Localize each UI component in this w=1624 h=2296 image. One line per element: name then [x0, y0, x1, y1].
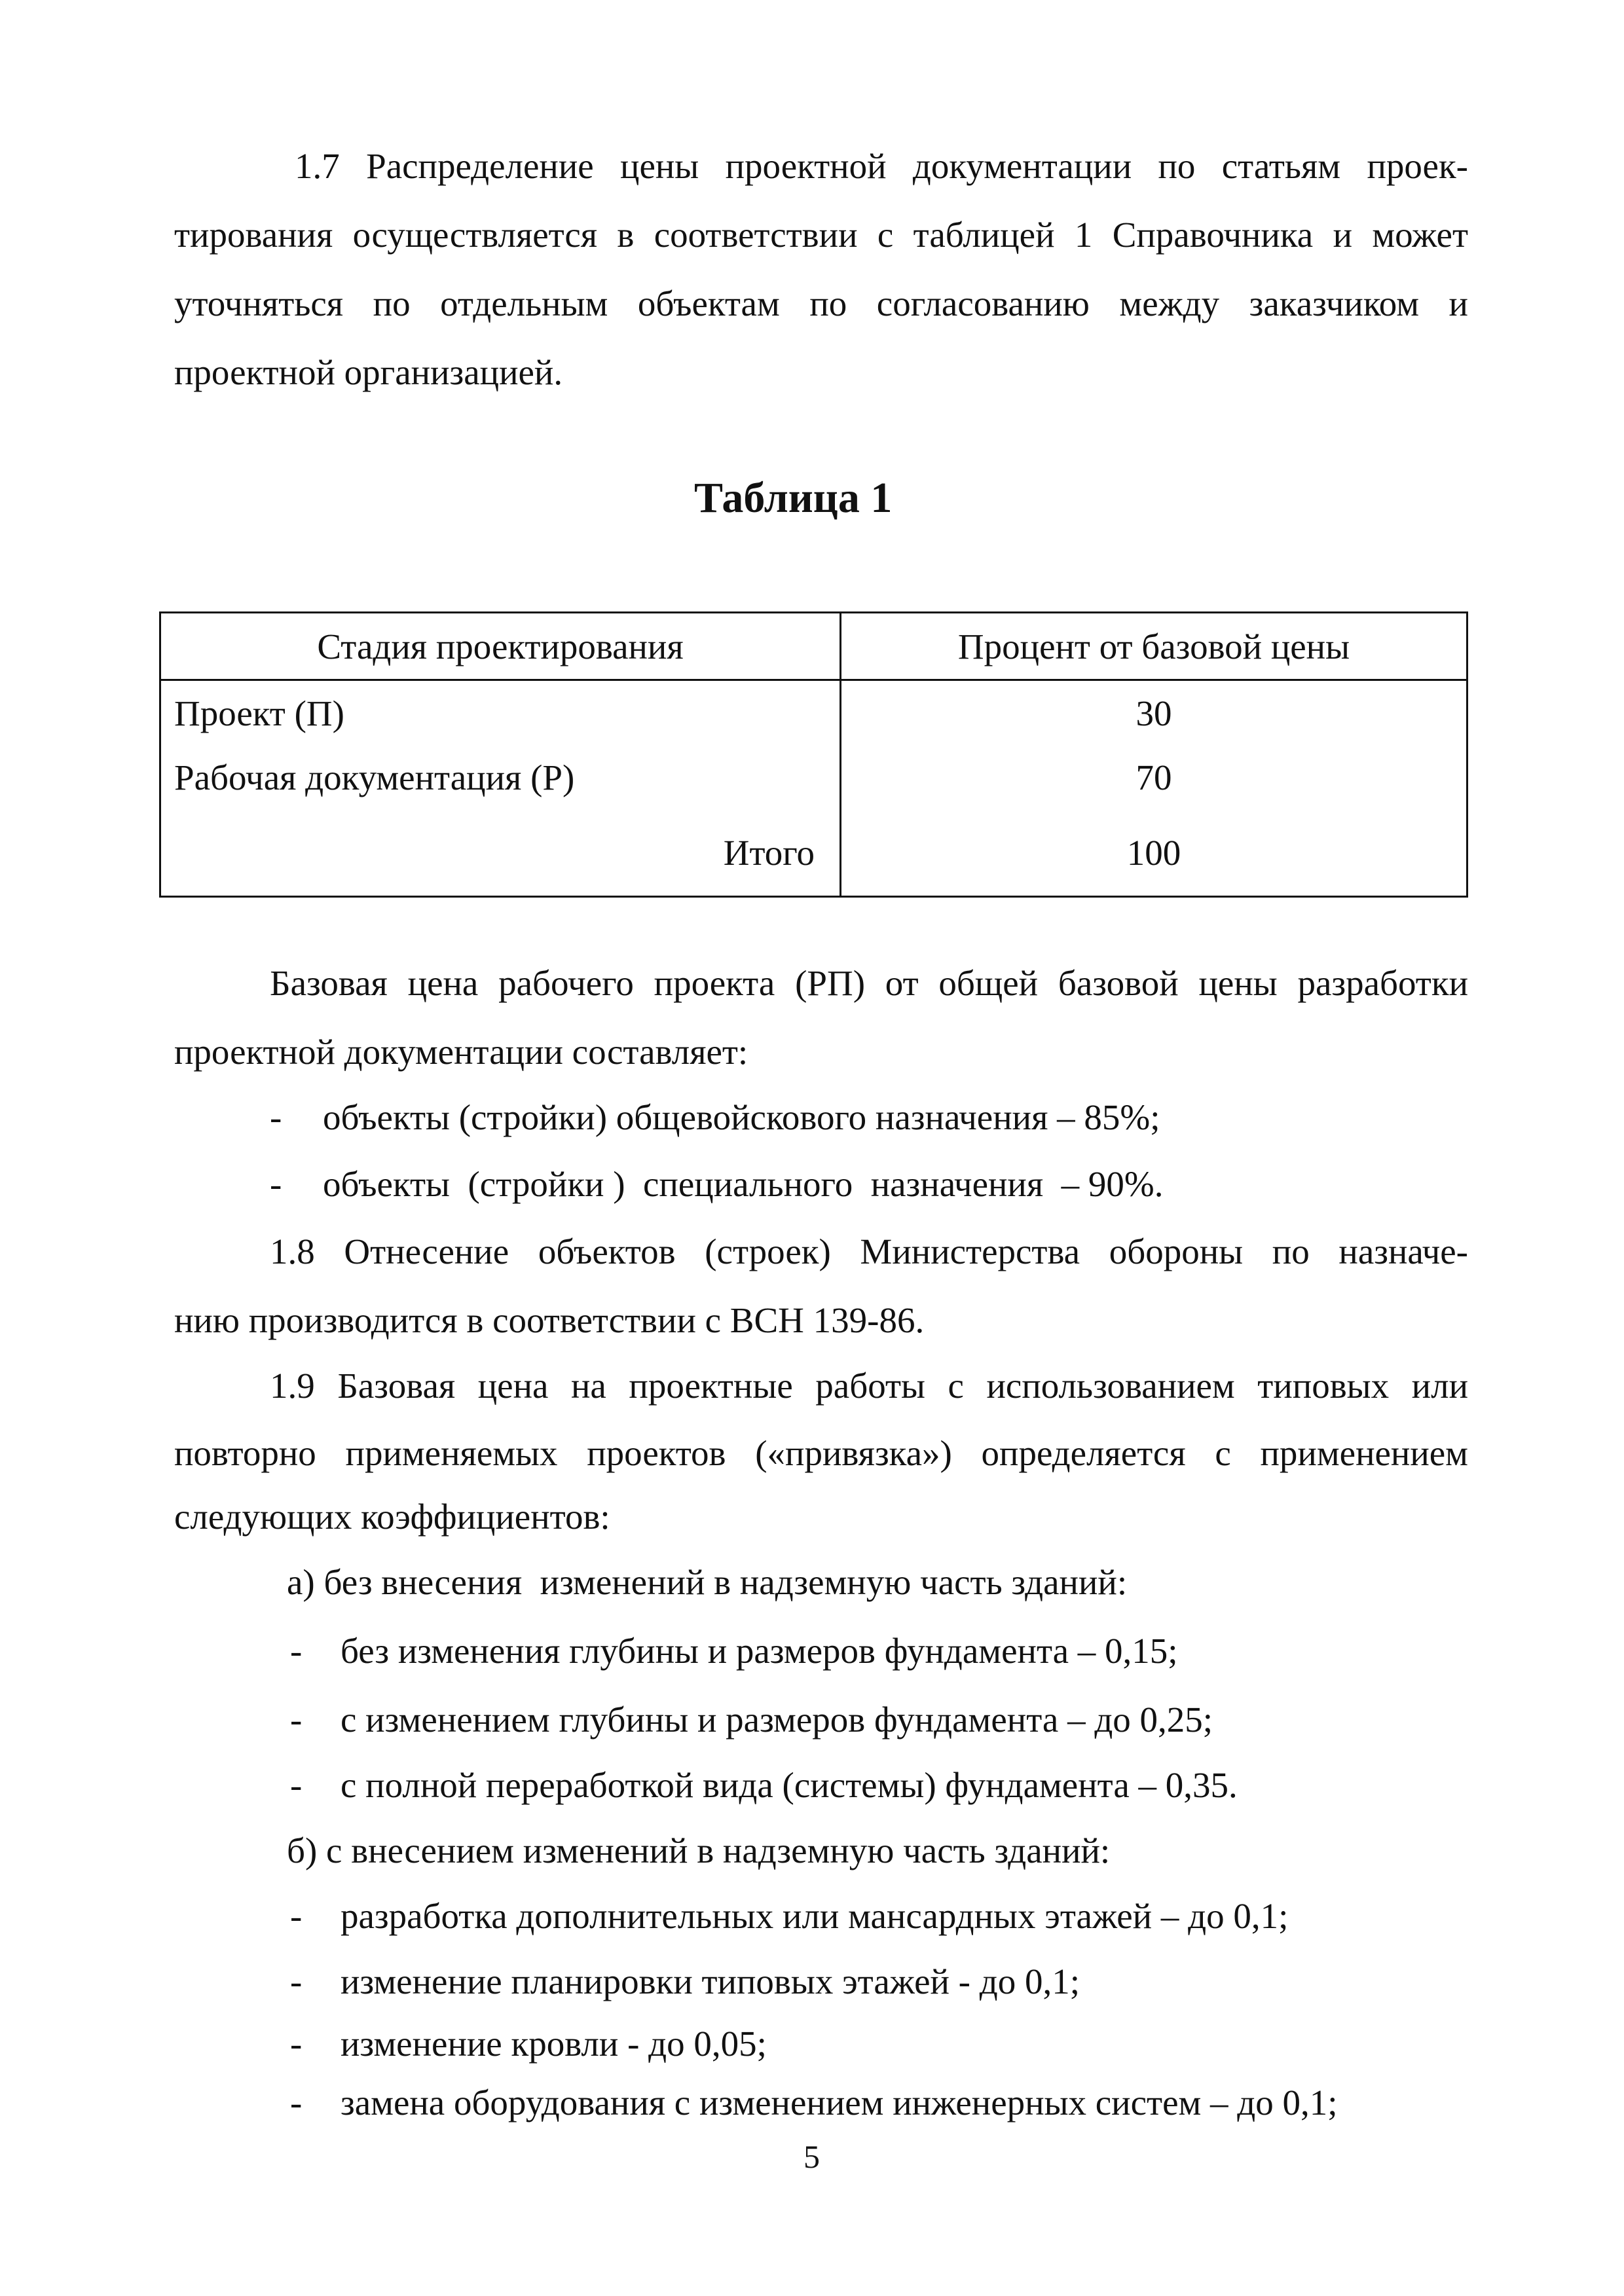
cell-stage: Проект (П)	[160, 680, 841, 746]
list-item: изменение кровли - до 0,05;	[341, 2024, 767, 2064]
para-1-7-line-2: тирования осуществляется в соответствии с таблицей 1 Справочника и может	[174, 215, 1468, 255]
para-1-9-line-2: повторно применяемых проектов («привязка») определяется с применением	[174, 1433, 1468, 1473]
list-item: с полной переработкой вида (системы) фундамента – 0,35.	[341, 1765, 1238, 1805]
table-row	[160, 680, 1467, 746]
header-percent: Процент от базовой цены	[841, 613, 1467, 680]
section-a-heading: а) без внесения изменений в надземную часть зданий:	[287, 1562, 1128, 1602]
para-1-9-line-3: следующих коэффициентов:	[174, 1497, 610, 1537]
list-dash: -	[290, 1896, 303, 1936]
list-item: замена оборудования с изменением инженерных систем – до 0,1;	[341, 2083, 1338, 2123]
list-item: без изменения глубины и размеров фундамента – 0,15;	[341, 1631, 1178, 1671]
cell-percent: 30	[1135, 693, 1172, 733]
section-b-heading: б) с внесением изменений в надземную часть зданий:	[287, 1831, 1111, 1870]
list-dash: -	[290, 2024, 303, 2064]
para-1-9-line-1: 1.9 Базовая цена на проектные работы с использованием типовых или	[270, 1366, 1468, 1406]
base-para-line-2: проектной документации составляет:	[174, 1032, 748, 1072]
list-dash: -	[290, 1700, 303, 1740]
total-value: 100	[1126, 832, 1181, 873]
total-label: Итого	[160, 809, 841, 897]
para-1-7-line-3: уточняться по отдельным объектам по согласованию между заказчиком и	[174, 283, 1468, 323]
cell-percent: 70	[1135, 757, 1172, 797]
list-item: объекты (стройки ) специального назначения – 90%.	[323, 1164, 1164, 1204]
para-1-7-line-4: проектной организацией.	[174, 352, 563, 392]
list-item: изменение планировки типовых этажей - до 0,1;	[341, 1961, 1080, 2001]
base-para-line-1: Базовая цена рабочего проекта (РП) от общей базовой цены разработки	[270, 963, 1468, 1003]
para-1-8-line-2: нию производится в соответствии с ВСН 139-86.	[174, 1300, 925, 1340]
table-header-row	[160, 613, 1467, 680]
para-1-7-line-1: 1.7 Распределение цены проектной документации по статьям проек-	[295, 146, 1468, 186]
table-title: Таблица 1	[694, 474, 893, 522]
list-dash: -	[290, 1961, 303, 2001]
table-total-row	[160, 809, 1467, 897]
list-dash: -	[290, 1631, 303, 1671]
para-1-8-line-1: 1.8 Отнесение объектов (строек) Министерства обороны по назначе-	[270, 1231, 1468, 1271]
list-dash: -	[270, 1097, 282, 1137]
list-dash: -	[290, 1765, 303, 1805]
table-row	[160, 745, 1467, 809]
price-distribution-table	[159, 611, 1468, 898]
page-number: 5	[803, 2138, 820, 2175]
list-dash: -	[290, 2083, 303, 2123]
list-dash: -	[270, 1164, 282, 1204]
cell-stage: Рабочая документация (Р)	[160, 745, 841, 809]
header-stage: Стадия проектирования	[160, 613, 841, 680]
list-item: объекты (стройки) общевойскового назначения – 85%;	[323, 1097, 1160, 1137]
list-item: с изменением глубины и размеров фундамента – до 0,25;	[341, 1700, 1213, 1740]
list-item: разработка дополнительных или мансардных этажей – до 0,1;	[341, 1896, 1289, 1936]
